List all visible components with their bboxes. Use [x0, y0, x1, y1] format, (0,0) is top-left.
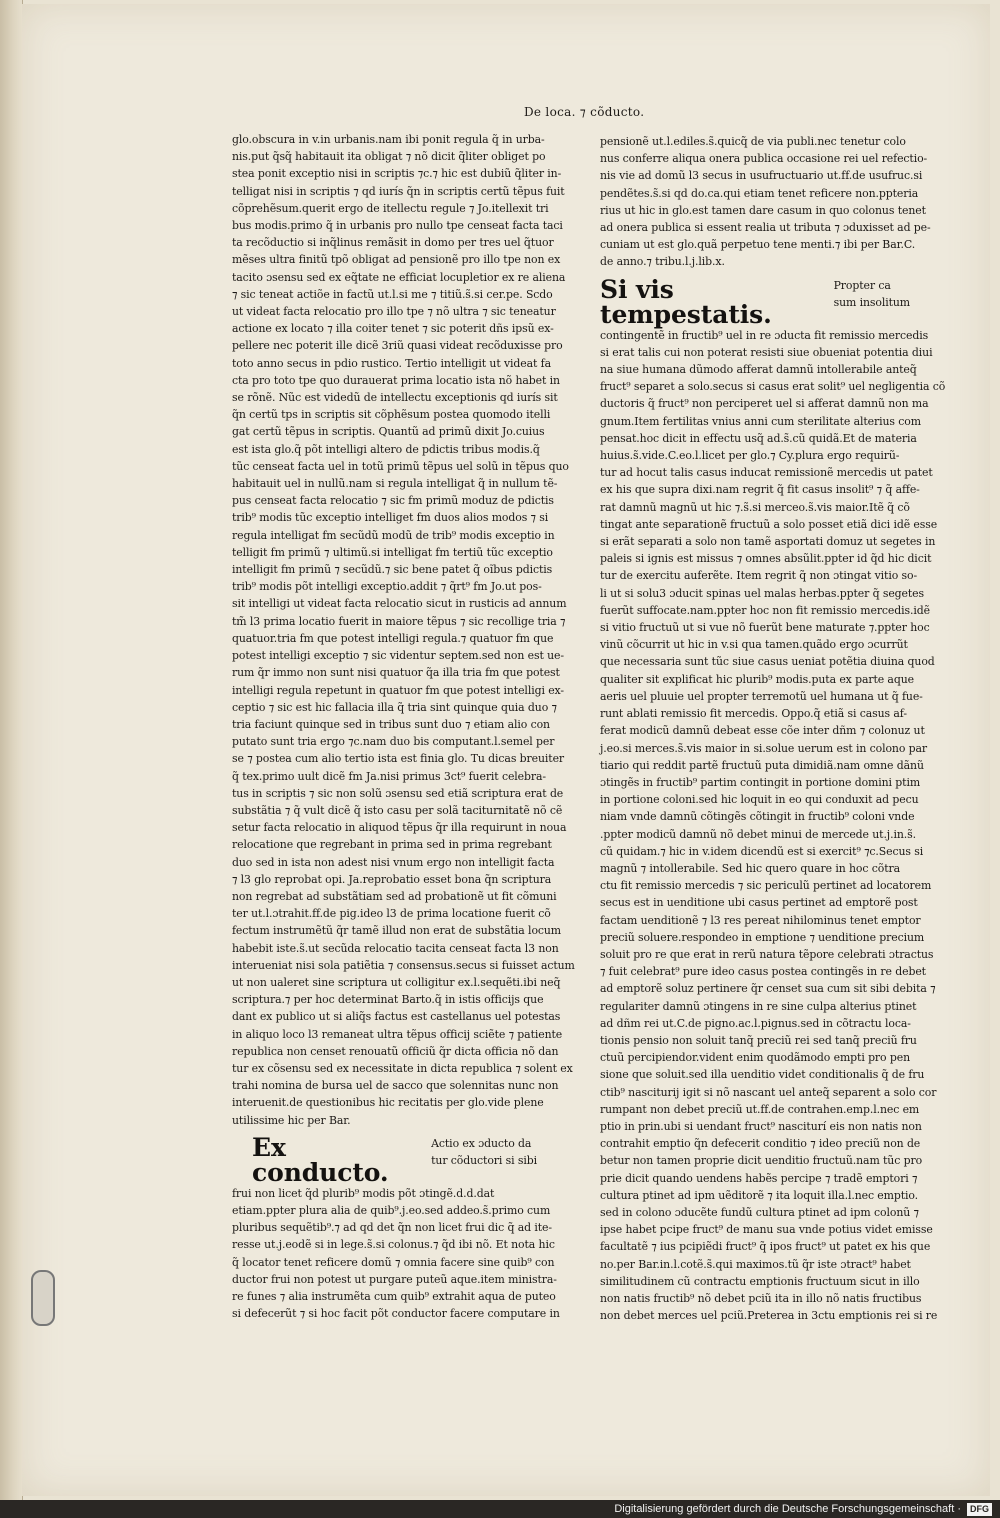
- text-line: sione que soluit.sed illa uenditio videt conditionalis q̃ de fru: [600, 1068, 925, 1082]
- left-column-text-bottom: [232, 1185, 560, 1323]
- text-line: j.eo.si merces.s̃.vis maior in si.solue uerum est in colono par: [600, 741, 928, 755]
- text-line: resse ut.j.eodẽ si in lege.s̃.si colonus.⁊ q̃d ibi nõ. Et nota hic: [232, 1238, 555, 1252]
- left-column: [232, 131, 575, 1322]
- section-heading-si-vis-tempestatis: [600, 274, 910, 329]
- text-line: interuenit.de questionibus hic recitatis per glo.vide plene: [232, 1096, 544, 1110]
- text-line: ad emptorẽ soluz pertinere q̃r censet sua cum sit sibi debita ⁊: [600, 982, 936, 996]
- text-line: in aliquo loco l3 remaneat ultra tẽpus officij sciẽte ⁊ patiente: [232, 1027, 563, 1041]
- text-line: habebit iste.s̃.ut secũda relocatio tacita censeat facta l3 non: [232, 941, 559, 955]
- text-line: setur facta relocatio in aliquod tẽpus q̃r illa requirunt in noua: [232, 821, 567, 835]
- text-line: paleis si ignis est missus ⁊ omnes absũlit.ppter id q̃d hic dicit: [600, 552, 932, 566]
- text-line: si erat talis cui non poterat resisti siue obueniat potentia diui: [600, 345, 933, 359]
- text-line: no.per Bar.in.l.cotẽ.s̃.qui maximos.tũ q̃r iste ɔtract⁹ habet: [600, 1257, 911, 1271]
- text-line: li ut si solu3 ɔducit spinas uel malas herbas.ppter q̃ segetes: [600, 586, 925, 600]
- heading-word: Ex conducto.: [252, 1132, 389, 1187]
- text-line: potest intelligi exceptio ⁊ sic videntur septem.sed non est ue-: [232, 649, 564, 663]
- text-line: putato sunt tria ergo ⁊c.nam duo bis computant.l.semel per: [232, 735, 555, 749]
- text-line: nus conferre aliqua onera publica occasione rei uel refectio-: [600, 152, 928, 166]
- book-page-edge: [0, 0, 23, 1500]
- text-line: trahi nomina de bursa uel de sacco que solennitas nunc non: [232, 1079, 559, 1093]
- text-line: pensionẽ ut.l.ediles.s̃.quicq̃ de via publi.nec tenetur colo: [600, 135, 906, 148]
- text-line: nis.put q̃sq̃ habitauit ita obligat ⁊ nõ dicit q̃liter obliget po: [232, 150, 546, 164]
- left-column-text-top: [232, 131, 575, 1129]
- text-line: si erãt separati a solo non tamẽ asportati domuz ut segetes in: [600, 535, 936, 549]
- text-line: ad dñm rei ut.C.de pigno.ac.l.pignus.sed in cõtractu loca-: [600, 1016, 911, 1030]
- text-line: tria faciunt quinque sed in tribus sunt duo ⁊ etiam alio con: [232, 717, 550, 731]
- text-line: facultatẽ ⁊ ius pcipiẽdi fruct⁹ q̃ ipos fruct⁹ ut patet ex his que: [600, 1240, 931, 1254]
- text-line: utilissime hic per Bar.: [232, 1113, 351, 1127]
- text-line: q̃ tex.primo uult dicẽ fm Ja.nisi primus 3ct⁹ fuerit celebra-: [232, 769, 546, 783]
- text-line: ipse habet pcipe fruct⁹ de manu sua vnde potius videt emisse: [600, 1223, 933, 1237]
- text-line: ductoris q̃ fruct⁹ non perciperet uel si afferat damnũ non ma: [600, 397, 929, 411]
- text-line: tus in scriptis ⁊ sic non solũ ɔsensu sed etiã scriptura erat de: [232, 786, 564, 800]
- heading-side-line: sum insolitum: [833, 295, 910, 309]
- text-line: interueniat nisi sola patiẽtia ⁊ consensus.secus si fuisset actum: [232, 958, 575, 972]
- text-line: tur ex cõsensu sed ex necessitate in dicta republica ⁊ solent ex: [232, 1061, 573, 1075]
- text-line: se ⁊ postea cum alio tertio ista est finia glo. Tu dicas breuiter: [232, 752, 565, 766]
- text-line: ferat modicũ damnũ debeat esse cõe inter dñm ⁊ colonuz ut: [600, 724, 925, 738]
- text-line: fruct⁹ separet a solo.secus si casus erat solit⁹ uel negligentia cõ: [600, 380, 946, 394]
- text-line: de anno.⁊ tribu.l.j.lib.x.: [600, 255, 725, 269]
- text-line: gnum.Item fertilitas vnius anni cum sterilitate alterius com: [600, 414, 921, 428]
- text-line: tiario qui reddit partẽ fructuũ puta dimidiã.nam omne dãnũ: [600, 758, 924, 772]
- text-line: contingentẽ in fructib⁹ uel in re ɔducta fit remissio mercedis: [600, 328, 929, 342]
- text-line: prie dicit quando uendens habẽs percipe ⁊ tradẽ emptori ⁊: [600, 1171, 918, 1185]
- text-line: preciũ soluere.respondeo in emptione ⁊ uenditione precium: [600, 930, 925, 944]
- text-line: non regrebat ad substãtiam sed ad probationẽ ut fit cõmuni: [232, 889, 557, 903]
- text-line: intelligit fm primũ ⁊ secũdũ.⁊ sic bene patet q̃ oĩbus pdictis: [232, 563, 553, 577]
- text-line: ctuũ percipiendor.vident enim quodãmodo empti pro pen: [600, 1051, 910, 1065]
- text-line: ctu fit remissio mercedis ⁊ sic periculũ pertinet ad locatorem: [600, 879, 932, 893]
- text-line: re funes ⁊ alia instrumẽta cum quib⁹ extrahit aqua de puteo: [232, 1290, 556, 1303]
- paper-clip-icon: [31, 1270, 55, 1326]
- text-line: ctib⁹ nasciturij igit si nõ nascant uel anteq̃ separent a solo cor: [600, 1085, 937, 1099]
- text-line: secus est in uenditione ubi casus pertinet ad emptorẽ post: [600, 896, 918, 910]
- text-line: ut non ualeret sine scriptura ut colligitur ex.l.sequẽti.ibi neq̃: [232, 975, 561, 989]
- text-line: fectum instrumẽtũ q̃r tamẽ illud non erat de substãtia locum: [232, 924, 562, 938]
- text-line: stea ponit exceptio nisi in scriptis ⁊c.⁊ hic est dubiũ q̃liter in-: [232, 167, 562, 181]
- text-line: ta recõductio si inq̃linus remãsit in domo per tres uel q̃tuor: [232, 236, 554, 250]
- text-line: pluribus sequẽtib⁹.⁊ ad qd det q̃n non licet frui dic q̃ ad ite-: [232, 1221, 552, 1235]
- text-line: .ppter modicũ damnũ nõ debet minui de mercede ut.j.in.s̃.: [600, 827, 916, 841]
- text-line: si defecerũt ⁊ si hoc facit põt conductor facere computare in: [232, 1307, 560, 1321]
- heading-word: Si vis tempestatis.: [600, 274, 772, 329]
- text-line: contrahit emptio q̃n defecerit conditio ⁊ ideo preciũ non de: [600, 1137, 921, 1151]
- text-line: q̃n certũ tps in scriptis sit cõphẽsum postea quomodo itelli: [232, 408, 551, 422]
- text-line: ɔtingẽs in fructib⁹ partim contingit in portione domini ptim: [600, 775, 921, 789]
- text-line: niam vnde damnũ cõtingẽs cõtingit in fructib⁹ coloni vnde: [600, 810, 915, 824]
- text-line: rum q̃r immo non sunt nisi quatuor q̃a illa tria fm que potest: [232, 666, 560, 680]
- text-line: bus modis.primo q̃ in urbanis pro nullo tpe censeat facta taci: [232, 219, 563, 233]
- text-line: substãtia ⁊ q̃ vult dicẽ q̃ isto casu per solã taciturnitatẽ nõ cẽ: [232, 803, 563, 817]
- text-line: ter ut.l.ɔtrahit.ff.de pig.ideo l3 de prima locatione fuerit cõ: [232, 907, 551, 921]
- text-line: tur ad hocut talis casus inducat remissionẽ mercedis ut patet: [600, 466, 933, 480]
- text-line: non debet merces uel pciũ.Preterea in 3ctu emptionis rei si re: [600, 1309, 938, 1323]
- text-line: trib⁹ modis põt intelligi exceptio.addit ⁊ q̃rt⁹ fm Jo.ut pos-: [232, 580, 542, 594]
- dfg-logo: DFG: [967, 1503, 992, 1516]
- text-line: republica non censet renouatũ officiũ q̃r dicta officia nõ dan: [232, 1044, 559, 1058]
- text-line: tur de exercitu auferẽte. Item regrit q̃ non ɔtingat vitio so-: [600, 569, 918, 583]
- heading-side-line: tur cõductori si sibi: [431, 1153, 537, 1167]
- text-line: rumpant non debet preciũ ut.ff.de contrahen.emp.l.nec em: [600, 1102, 920, 1116]
- text-line: tingat ante separationẽ fructuũ a solo posset etiã dici idẽ esse: [600, 517, 938, 531]
- text-line: ad onera publica si essent realia ut tributa ⁊ ɔduxisset ad pe-: [600, 221, 931, 235]
- text-line: similitudinem cũ contractu emptionis fructuum sicut in illo: [600, 1274, 920, 1288]
- text-line: que necessaria sunt tũc siue casus ueniat potẽtia diuina quod: [600, 655, 935, 669]
- text-line: pus censeat facta relocatio ⁊ sic fm primũ moduz de pdictis: [232, 494, 554, 508]
- text-line: ⁊ fuit celebrat⁹ pure ideo casus postea contingẽs in re debet: [600, 965, 926, 979]
- text-line: cõprehẽsum.querit ergo de itellectu regule ⁊ Jo.itellexit tri: [232, 201, 549, 215]
- text-line: dant ex publico ut si aliq̃s factus est castellanus uel potestas: [232, 1010, 561, 1024]
- text-line: duo sed in ista non adest nisi vnum ergo non intelligit facta: [232, 855, 555, 869]
- digitization-footer: [0, 1500, 1000, 1518]
- text-line: tũc censeat facta uel in totũ primũ tẽpus uel solũ in tẽpus quo: [232, 459, 569, 473]
- footer-credit-text: Digitalisierung gefördert durch die Deutsche Forschungsgemeinschaft ·: [614, 1503, 961, 1515]
- text-line: aeris uel pluuie uel propter terremotũ uel humana ut q̃ fue-: [600, 689, 923, 703]
- text-line: ductor frui non potest ut purgare puteũ aque.item ministra-: [232, 1272, 557, 1286]
- text-line: cuniam ut est glo.quã perpetuo tene menti.⁊ ibi per Bar.C.: [600, 238, 916, 252]
- text-line: pellere nec poterit ille dicẽ 3riũ quasi videat recõduxisse pro: [232, 339, 563, 353]
- text-line: cũ quidam.⁊ hic in v.idem dicendũ est si exercit⁹ ⁊c.Secus si: [600, 844, 924, 858]
- text-line: pendẽtes.s̃.si qd do.ca.qui etiam tenet reficere non.ppteria: [600, 186, 919, 200]
- text-line: fuerũt suffocate.nam.ppter hoc non fit remissio mercedis.idẽ: [600, 603, 930, 617]
- text-line: ⁊ sic teneat actiõe in factũ ut.l.si me ⁊ titiũ.s̃.si cer.pe. Scdo: [232, 287, 553, 301]
- text-line: glo.obscura in v.in urbanis.nam ibi ponit regula q̃ in urba-: [232, 133, 545, 146]
- running-head: De loca. ⁊ cõducto.: [524, 105, 645, 119]
- text-line: nis vie ad domũ l3 secus in usufructuario ut.ff.de usufruc.si: [600, 169, 923, 183]
- text-line: sit intelligi ut videat facta relocatio sicut in rusticis ad annum: [232, 597, 567, 611]
- text-line: est ista glo.q̃ põt intelligi altero de pdictis tribus modis.q̃: [232, 442, 540, 456]
- text-line: se rõnẽ. Nũc est videdũ de intellectu exceptionis qd iurís sit: [232, 391, 558, 405]
- text-line: pensat.hoc dicit in effectu usq̃ ad.s̃.cũ quidã.Et de materia: [600, 431, 917, 445]
- text-line: trib⁹ modis tũc exceptio intelliget fm duos alios modos ⁊ si: [232, 511, 549, 525]
- section-heading-ex-conducto: [252, 1132, 537, 1187]
- text-line: telligit fm primũ ⁊ ultimũ.si intelligat fm tertiũ tũc exceptio: [232, 545, 553, 559]
- text-line: regulariter damnũ ɔtingens in re sine culpa alterius ptinet: [600, 999, 917, 1013]
- text-line: na siue humana dũmodo afferat damnũ intollerabile anteq̃: [600, 363, 917, 377]
- text-line: runt ablati remissio fit mercedis. Oppo.q̃ etiã si casus af-: [600, 707, 907, 721]
- text-line: mẽses ultra finitũ tpõ obligat ad pensionẽ pro illo tpe non ex: [232, 253, 561, 267]
- text-line: si vitio fructuũ ut si vue nõ fuerũt bene maturate ⁊.ppter hoc: [600, 621, 930, 635]
- text-line: cultura ptinet ad ipm uẽditorẽ ⁊ ita loquit illa.l.nec emptio.: [600, 1188, 919, 1202]
- text-line: in portione coloni.sed hic loquit in eo qui conduxit ad pecu: [600, 793, 919, 807]
- text-line: betur non tamen proprie dicit uenditio fructuũ.nam tũc pro: [600, 1154, 923, 1168]
- text-line: actione ex locato ⁊ illa coiter tenet ⁊ sic poterit dñs ipsũ ex-: [232, 322, 554, 336]
- text-line: soluit pro re que erat in rerũ natura tẽpore celebrati ɔtractus: [600, 947, 934, 961]
- text-line: relocatione que regrebant in prima sed in prima regrebant: [232, 838, 552, 852]
- text-line: habitauit uel in nullũ.nam si regula intelligat q̃ in nullum tẽ-: [232, 477, 558, 491]
- text-line: vinũ cõcurrit ut hic in v.si qua tamen.quãdo ergo ɔcurrũt: [600, 638, 908, 652]
- text-line: non natis fructib⁹ nõ debet pciũ ita in illo nõ natis fructibus: [600, 1292, 922, 1305]
- text-line: q̃ locator tenet reficere domũ ⁊ omnia facere sine quib⁹ con: [232, 1255, 555, 1269]
- text-line: magnũ ⁊ intollerabile. Sed hic quero quare in hoc cõtra: [600, 861, 900, 875]
- heading-side-line: Propter ca: [833, 278, 891, 292]
- text-line: scriptura.⁊ per hoc determinat Barto.q̃ in istis officijs que: [232, 993, 544, 1007]
- text-line: rius ut hic in glo.est tamen dare casum in quo colonus tenet: [600, 203, 926, 217]
- right-column-text-bottom: [600, 327, 946, 1325]
- heading-side-text: [834, 277, 910, 311]
- text-line: huius.s̃.vide.C.eo.l.licet per glo.⁊ Cy.plura ergo requirũ-: [600, 449, 900, 463]
- text-line: ceptio ⁊ sic est hic fallacia illa q̃ tria sint quinque quia duo ⁊: [232, 700, 557, 714]
- text-line: ptio in prin.ubi si uendant fruct⁹ nasciturí eis non natis non: [600, 1119, 922, 1133]
- heading-side-line: Actio ex ɔducto da: [431, 1136, 532, 1150]
- text-line: cta pro toto tpe quo durauerat prima locatio ista nõ habet in: [232, 373, 560, 387]
- text-line: quatuor.tria fm que potest intelligi regula.⁊ quatuor fm que: [232, 631, 554, 645]
- text-line: etiam.ppter plura alia de quib⁹.j.eo.sed addeo.s̃.primo cum: [232, 1203, 551, 1217]
- text-line: tm̃ l3 prima locatio fuerit in maiore tẽpus ⁊ sic recollige tria ⁊: [232, 614, 566, 628]
- text-line: factam uenditionẽ ⁊ l3 res pereat nihilominus tenet emptor: [600, 913, 921, 927]
- text-line: toto anno secus in pdio rustico. Tertio intelligit ut videat fa: [232, 356, 551, 370]
- text-line: telligat nisi in scriptis ⁊ qd iurís q̃n in scriptis certũ tẽpus fuit: [232, 184, 565, 198]
- heading-side-text: [431, 1135, 537, 1169]
- text-line: regula intelligat fm secũdũ modũ de trib⁹ modis exceptio in: [232, 528, 555, 542]
- text-line: ex his que supra dixi.nam regrit q̃ fit casus insolit⁹ ⁊ q̃ affe-: [600, 483, 920, 497]
- text-line: frui non licet q̃d plurib⁹ modis põt ɔtingẽ.d.d.dat: [232, 1186, 495, 1200]
- text-line: gat certũ tẽpus in scriptis. Quantũ ad primũ dixit Jo.cuius: [232, 425, 545, 439]
- text-line: tionis pensio non soluit tanq̃ preciũ rei sed tanq̃ preciũ fru: [600, 1033, 917, 1047]
- right-column: [600, 133, 946, 1324]
- text-line: qualiter sit explificat hic plurib⁹ modis.puta ex parte aque: [600, 672, 914, 686]
- text-line: rat damnũ magnũ ut hic ⁊.s̃.si merceo.s̃.vis maior.Itẽ q̃ cõ: [600, 500, 910, 514]
- text-line: tacito ɔsensu sed ex eq̃tate ne efficiat locupletior ex re aliena: [232, 270, 566, 284]
- text-line: intelligi regula repetunt in quatuor fm que potest intelligi ex-: [232, 683, 564, 697]
- text-line: ⁊ l3 glo reprobat opi. Ja.reprobatio esset bona q̃n scriptura: [232, 872, 552, 886]
- text-line: ut videat facta relocatio pro illo tpe ⁊ nõ ultra ⁊ sic teneatur: [232, 305, 556, 319]
- text-line: sed in colono ɔducẽte fundũ cultura ptinet ad ipm colonũ ⁊: [600, 1205, 919, 1219]
- right-column-text-top: [600, 133, 931, 271]
